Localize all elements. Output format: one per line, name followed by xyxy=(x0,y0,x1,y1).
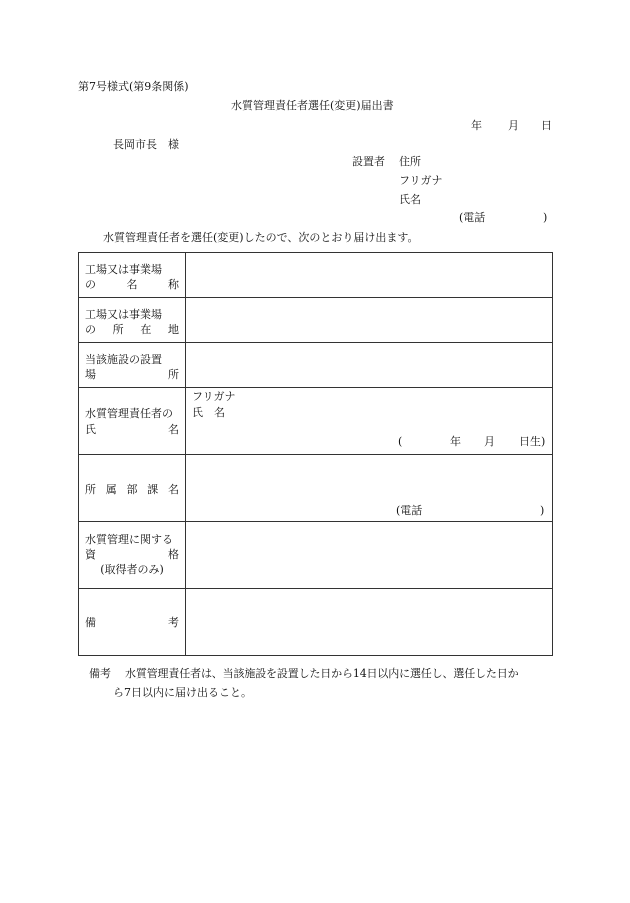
label-cell-factory-name xyxy=(79,253,186,298)
label-line: 工場又は事業場 xyxy=(85,263,162,276)
label-line-justified: 氏 名 xyxy=(85,423,179,436)
label-cell-qualification xyxy=(79,522,186,589)
name-label: 氏 名 xyxy=(192,406,225,419)
phone-close: ) xyxy=(543,211,548,224)
table-row xyxy=(79,343,553,388)
note-text: 水質管理責任者は、当該施設を設置した日から14日以内に選任し、選任した日か xyxy=(125,667,519,680)
input-facility-place[interactable] xyxy=(186,343,553,388)
date-day-label: 日 xyxy=(541,119,552,132)
label-line: 水質管理責任者の xyxy=(85,407,173,420)
date-month-label: 月 xyxy=(508,119,519,132)
birth-year-label: 年 xyxy=(450,435,461,448)
label-cell-manager-name xyxy=(79,388,186,455)
applicant-role: 設置者 xyxy=(352,155,385,168)
form-number: 第7号様式(第9条関係) xyxy=(78,80,189,93)
label-cell-facility-place xyxy=(79,343,186,388)
label-line-justified: 所 属 部 課 名 xyxy=(85,483,179,496)
label-line: 工場又は事業場 xyxy=(85,308,162,321)
address-label: 住所 xyxy=(399,155,421,168)
birth-month-label: 月 xyxy=(484,435,495,448)
label-line-justified: の 所 在 地 xyxy=(85,323,179,336)
label-line: 水質管理に関する xyxy=(85,533,173,546)
furigana-label: フリガナ xyxy=(399,174,443,187)
table-row xyxy=(79,522,553,589)
label-line: 当該施設の設置 xyxy=(85,353,162,366)
input-qualification[interactable] xyxy=(186,522,553,589)
table-row xyxy=(79,589,553,656)
intro-text: 水質管理責任者を選任(変更)したので、次のとおり届け出ます。 xyxy=(103,231,419,244)
date-year-label: 年 xyxy=(471,119,482,132)
phone-open: (電話 xyxy=(396,504,423,517)
label-line: (取得者のみ) xyxy=(100,563,164,576)
label-cell-remarks xyxy=(79,589,186,656)
form-table xyxy=(78,252,553,656)
phone-open: (電話 xyxy=(459,211,486,224)
table-row xyxy=(79,388,553,455)
note-label: 備考 xyxy=(89,667,111,680)
table-row xyxy=(79,253,553,298)
label-cell-department xyxy=(79,455,186,522)
name-label: 氏名 xyxy=(399,193,421,206)
input-department[interactable] xyxy=(186,455,553,522)
furigana-label: フリガナ xyxy=(192,390,236,403)
table-row xyxy=(79,298,553,343)
input-remarks[interactable] xyxy=(186,589,553,656)
addressee: 長岡市長 様 xyxy=(113,138,179,151)
label-line-justified: 備 考 xyxy=(85,616,179,629)
label-line-justified: 場 所 xyxy=(85,368,179,381)
phone-close: ) xyxy=(540,504,545,517)
label-line-justified: の 名 称 xyxy=(85,278,179,291)
document-title: 水質管理責任者選任(変更)届出書 xyxy=(231,99,394,112)
input-manager-name[interactable] xyxy=(186,388,553,455)
label-line-justified: 資 格 xyxy=(85,548,179,561)
table-row xyxy=(79,455,553,522)
input-factory-location[interactable] xyxy=(186,298,553,343)
input-factory-name[interactable] xyxy=(186,253,553,298)
birth-open: ( xyxy=(398,435,403,448)
birth-day-label: 日生) xyxy=(519,435,546,448)
label-cell-factory-location xyxy=(79,298,186,343)
note-text-continued: ら7日以内に届け出ること。 xyxy=(113,686,252,699)
